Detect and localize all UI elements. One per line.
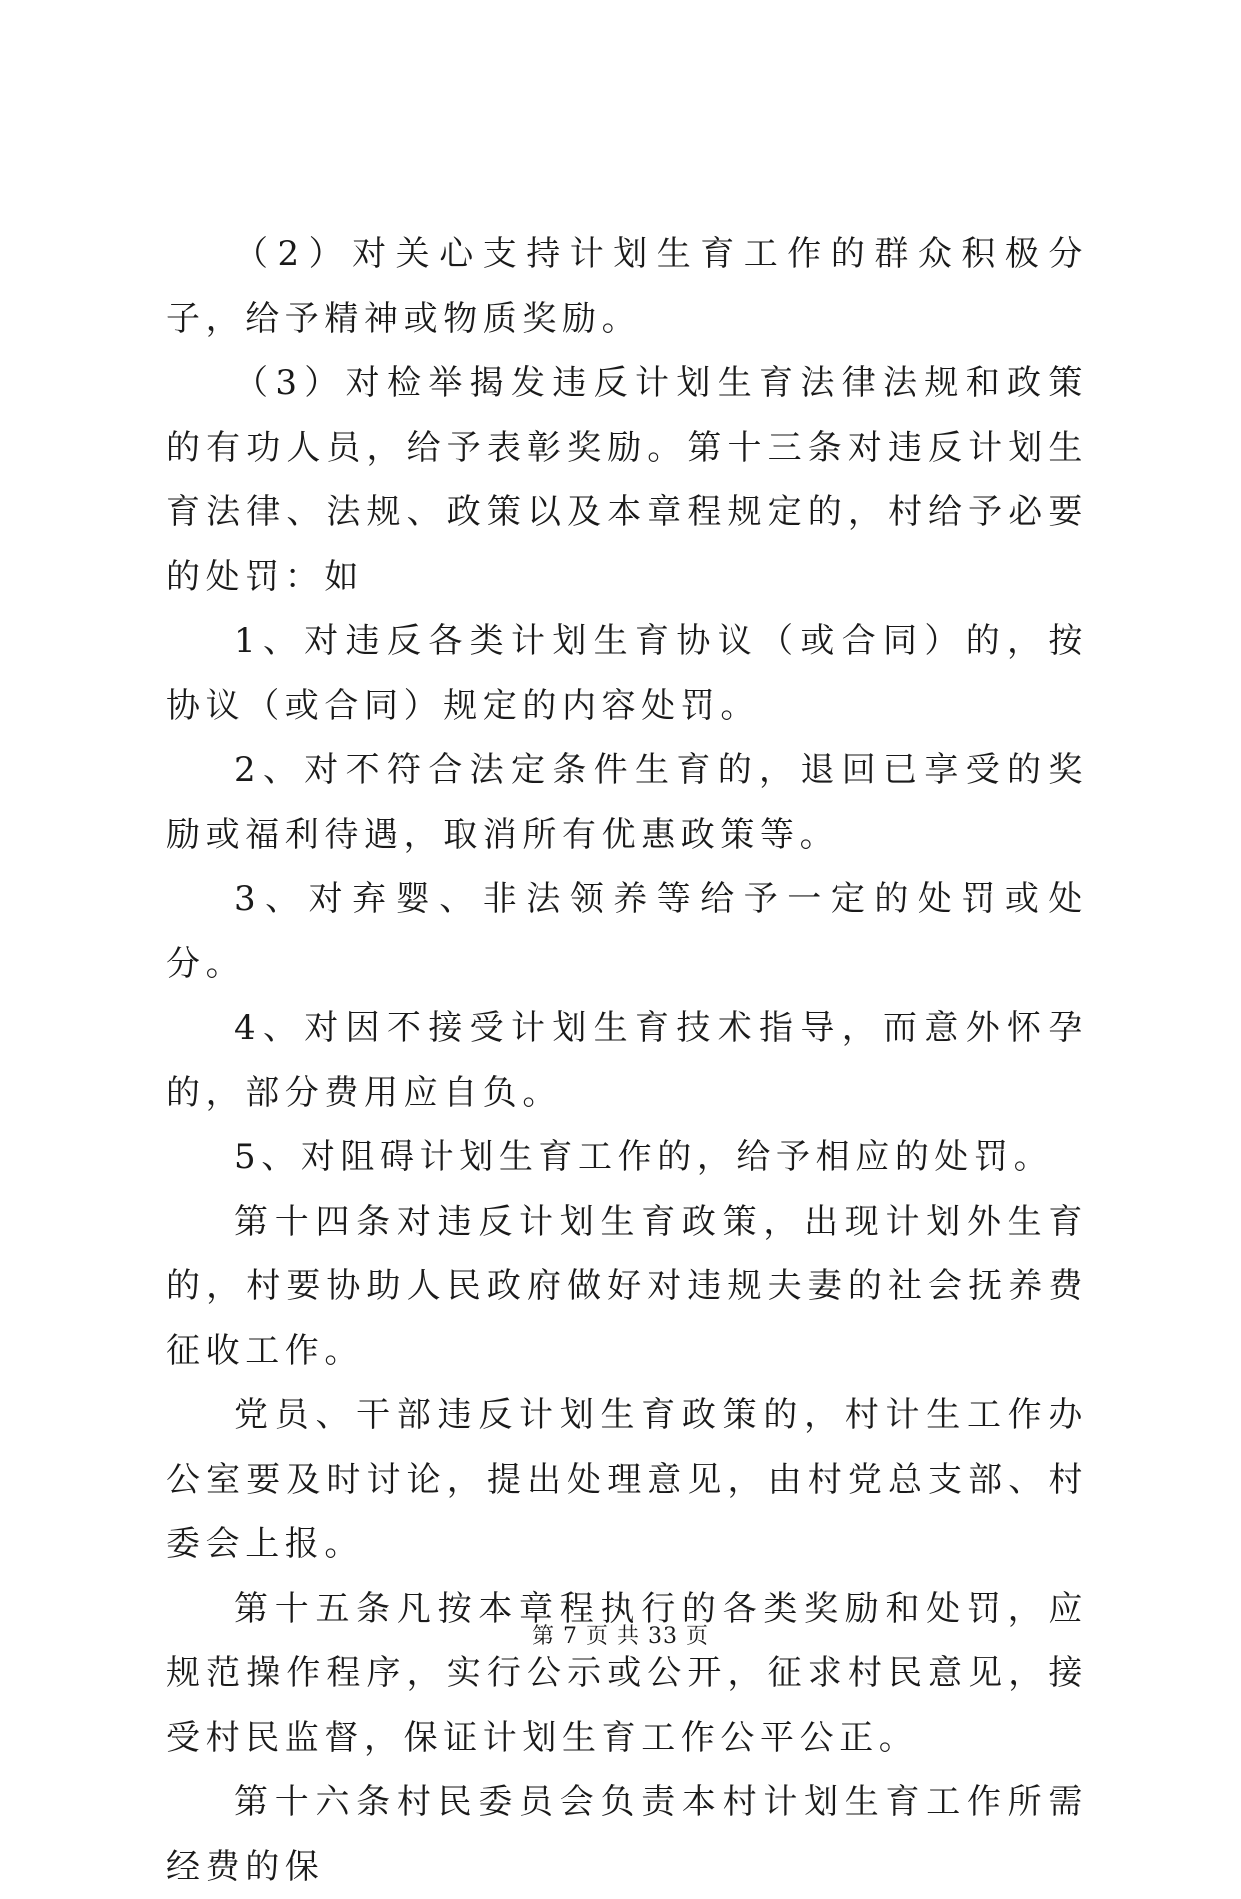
paragraph: 第十四条对违反计划生育政策，出现计划外生育的，村要协助人民政府做好对违规夫妻的社会抚养费征收工作。	[166, 1201, 1088, 1371]
paragraph: 第十六条村民委员会负责本村计划生育工作所需经费的保	[166, 1782, 1088, 1887]
paragraph: （3）对检举揭发违反计划生育法律法规和政策的有功人员，给予表彰奖励。第十三条对违反计划生育法律、法规、政策以及本章程规定的，村给予必要的处罚：如	[166, 363, 1088, 597]
paragraph: 3、对弃婴、非法领养等给予一定的处罚或处分。	[166, 879, 1088, 984]
paragraph: 5、对阻碍计划生育工作的，给予相应的处罚。	[234, 1137, 1054, 1177]
paragraph: 党员、干部违反计划生育政策的，村计生工作办公室要及时讨论，提出处理意见，由村党总支部、村委会上报。	[166, 1395, 1088, 1564]
paragraph: 第十五条凡按本章程执行的各类奖励和处罚，应规范操作程序，实行公示或公开，征求村民意见，接受村民监督，保证计划生育工作公平公正。	[166, 1588, 1088, 1758]
paragraph: 4、对因不接受计划生育技术指导，而意外怀孕的，部分费用应自负。	[166, 1008, 1088, 1113]
paragraph: 2、对不符合法定条件生育的，退回已享受的奖励或福利待遇，取消所有优惠政策等。	[166, 750, 1088, 855]
paragraph: 1、对违反各类计划生育协议（或合同）的，按协议（或合同）规定的内容处罚。	[166, 621, 1088, 726]
paragraph: （2）对关心支持计划生育工作的群众积极分子，给予精神或物质奖励。	[166, 234, 1088, 339]
page-footer: 第 7 页 共 33 页	[532, 1624, 709, 1649]
